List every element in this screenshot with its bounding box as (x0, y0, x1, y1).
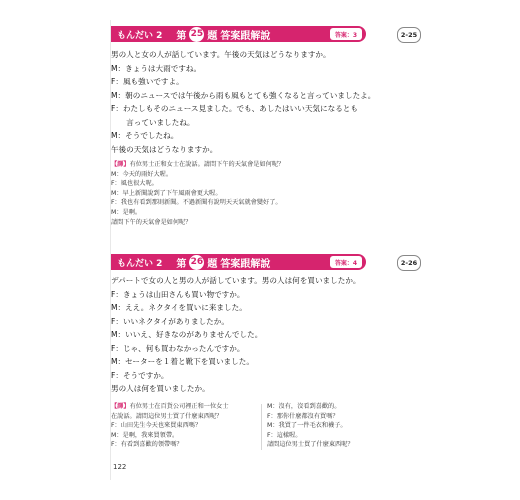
translation-line: 有位男士正和女士在說話。請問下午的天氣會是如何呢？ (129, 161, 285, 168)
mondai-label: もんだい 2 (117, 258, 163, 269)
answer-badge: 答案：4 (330, 256, 362, 268)
translation-line: M：是啊。 (111, 208, 142, 216)
translation-line: F：那你什麼都沒有買嗎？ (267, 412, 339, 420)
script-line: F：わたしもそのニュース見ました。でも、あしたはいい天気になるとも (111, 104, 358, 113)
script-line: F：きょうは山田さんも買い物ですか。 (111, 289, 245, 299)
script-line: M：きょうは大雨ですね。 (111, 63, 202, 73)
script-line: M：そうでしたね。 (111, 131, 179, 140)
translation-line: M：沒有，沒看到喜歡的。 (267, 403, 341, 410)
script-line: デパートで女の人と男の人が話しています。男の人は何を買いましたか。 (111, 276, 361, 285)
translation-line: F：我也有看到那則新聞。不過新聞有說明天天氣就會變好了。 (111, 199, 282, 207)
workbook-page (110, 20, 421, 480)
audio-track-badge[interactable]: 2-26 (397, 255, 421, 271)
translation-line: F：有看到喜歡的領帶嗎？ (111, 441, 183, 449)
translation-26-left (111, 402, 259, 450)
dai-label: 第 (176, 258, 187, 270)
translation-line: M：是啊，我來買領帶。 (111, 431, 179, 439)
question-number-badge: 26 (189, 255, 204, 270)
script-25 (111, 48, 421, 156)
translation-line: 請問這位男士買了什麼東西呢？ (267, 441, 354, 449)
translation-label: 【譯】 (111, 403, 130, 410)
translation-26-right (267, 402, 417, 450)
answer-badge: 答案：3 (330, 28, 362, 40)
translation-line: M：今天的雨好大喔。 (111, 170, 173, 178)
translation-line: F：山田先生今天也來買東西嗎？ (111, 422, 202, 430)
translation-line: M：早上新聞說到了下午風雨會更大喔。 (111, 189, 222, 197)
section-banner-26 (111, 254, 366, 270)
question-number-badge: 25 (189, 27, 204, 42)
translation-25 (111, 160, 421, 227)
script-26 (111, 274, 421, 396)
translation-line: F：風也很大呢。 (111, 180, 158, 188)
column-divider (261, 404, 262, 450)
script-line: M：朝のニュースでは午後から雨も風もとても強くなると言っていましたよ。 (111, 90, 376, 100)
script-line: 男の人は何を買いましたか。 (111, 384, 210, 393)
translation-line: 在說話。請問這位男士買了什麼東西呢？ (111, 412, 223, 420)
ti-label: 題 (207, 30, 218, 42)
section-banner-25 (111, 26, 366, 42)
dai-label: 第 (176, 30, 187, 42)
script-line: F：風も強いですよ。 (111, 77, 184, 86)
script-line: F：そうですか。 (111, 370, 169, 380)
translation-label: 【譯】 (111, 161, 130, 168)
audio-track-badge[interactable]: 2-25 (397, 27, 421, 43)
section-title: 答案跟解說 (220, 258, 271, 270)
translation-line: 有位男士在百貨公司裡正和一位女士 (129, 403, 229, 410)
translation-line: 請問下午的天氣會是如何呢？ (111, 218, 192, 226)
script-line: M：セーターを１着と靴下を買いました。 (111, 357, 254, 366)
page-number: 122 (113, 463, 127, 471)
script-line: 男の人と女の人が話しています。午後の天気はどうなりますか。 (111, 50, 331, 59)
script-line: 言っていましたね。 (111, 117, 195, 127)
script-line: F：いいネクタイがありましたか。 (111, 316, 229, 326)
script-line: F：じゃ、何も買わなかったんですか。 (111, 343, 245, 353)
translation-line: F：這樣喔。 (267, 431, 302, 439)
mondai-label: もんだい 2 (117, 30, 163, 41)
ti-label: 題 (207, 258, 218, 270)
translation-line: M：我買了一件毛衣和襪子。 (267, 422, 347, 430)
script-line: M：いいえ、好きなのがありませんでした。 (111, 330, 263, 339)
section-title: 答案跟解說 (220, 30, 271, 42)
script-line: 午後の天気はどうなりますか。 (111, 144, 218, 154)
script-line: M：ええ。ネクタイを買いに来ました。 (111, 303, 247, 312)
